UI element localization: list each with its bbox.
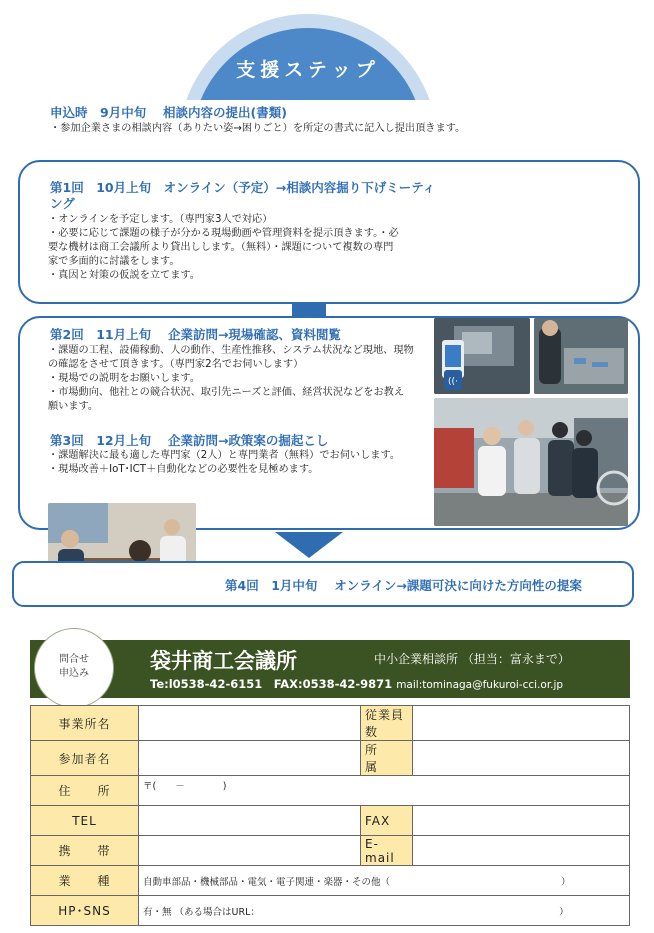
table-row — [31, 806, 630, 836]
step3-body — [48, 449, 400, 477]
fax-field[interactable] — [413, 806, 630, 836]
step0-title: 申込時 9月中旬 相談内容の提出(書類) — [50, 105, 287, 120]
step1-title-line2: ング — [50, 196, 75, 211]
label-hp-sns: HP･SNS — [31, 896, 139, 926]
step2-body — [48, 344, 414, 414]
label-fax: FAX — [361, 806, 413, 836]
table-row — [31, 836, 630, 866]
dept-name: 中小企業相談所 （担当：富永まで） — [374, 652, 570, 666]
page-title: 支援ステップ — [236, 59, 380, 81]
affiliation-field[interactable] — [413, 741, 630, 776]
badge-line2: 申込み — [59, 668, 89, 679]
step2-line: ・現場での説明をお願いします。 — [48, 373, 200, 384]
step1-line: ・オンラインを予定します。（専門家3人で対応） — [48, 214, 273, 225]
step0-body — [50, 122, 465, 136]
application-form — [30, 705, 630, 926]
inquiry-badge — [34, 628, 114, 708]
step3-line: ・課題解決に最も適した専門家（2人）と専門業者（無料）でお伺いします。 — [48, 450, 401, 461]
machine-photo — [434, 318, 530, 394]
table-row — [31, 741, 630, 776]
company-field[interactable] — [139, 706, 361, 741]
down-arrow-icon — [275, 532, 343, 558]
factory-photo — [434, 398, 628, 526]
contact-line — [150, 676, 563, 692]
participant-field[interactable] — [139, 741, 361, 776]
step1-body — [48, 213, 399, 283]
label-mobile: 携 帯 — [31, 836, 139, 866]
label-tel: TEL — [31, 806, 139, 836]
table-row — [31, 776, 630, 806]
label-email: E-mail — [361, 836, 413, 866]
mail-address[interactable]: mail:tominaga@fukuroi-cci.or.jp — [396, 679, 564, 691]
step1-title-line1: 第1回 10月上旬 オンライン（予定）→相談内容掘り下げミーティ — [50, 180, 436, 195]
step1-line: ・必要に応じて課題の様子が分かる現場動画や管理資料を提示頂きます。・必 — [48, 228, 399, 239]
svg-text:((·: ((· — [448, 377, 458, 387]
step4-title: 第4回 1月中旬 オンライン→課題可決に向けた方向性の提案 — [225, 578, 582, 593]
label-employees: 従業員数 — [361, 706, 413, 741]
tel-field[interactable] — [139, 806, 361, 836]
step3-line: ・現場改善＋IoT･ICT＋自動化などの必要性を見極めます。 — [48, 464, 319, 475]
step0-line: ・参加企業さまの相談内容（ありたい姿→困りごと）を所定の書式に記入し提出頂きます。 — [50, 123, 466, 134]
step2-line: ・課題の工程、設備稼動、人の動作、生産性推移、システム状況など現地、現物 — [48, 345, 414, 356]
label-company: 事業所名 — [31, 706, 139, 741]
tel-fax: Te:l0538-42-6151 FAX:0538-42-9871 — [150, 677, 393, 691]
table-row — [31, 706, 630, 741]
address-field[interactable]: 〒( － ) — [139, 776, 630, 806]
table-row — [31, 896, 630, 926]
hp-sns-field[interactable]: 有・無 （ある場合はURL： ） — [139, 896, 630, 926]
email-field[interactable] — [413, 836, 630, 866]
step2-line: ・市場動向、他社との競合状況、取引先ニーズと評価、経営状況などをお教え — [48, 387, 405, 398]
org-name: 袋井商工会議所 — [150, 649, 297, 673]
step2-title: 第2回 11月上旬 企業訪問→現場確認、資料閲覧 — [50, 327, 341, 342]
industry-field[interactable]: 自動車部品・機械部品・電気・電子関連・楽器・その他（ ） — [139, 866, 630, 896]
step3-title: 第3回 12月上旬 企業訪問→政策案の掘起こし — [50, 433, 329, 448]
mobile-field[interactable] — [139, 836, 361, 866]
step1-title — [50, 180, 435, 212]
table-row — [31, 866, 630, 896]
step1-line: 要な機材は商工会議所より貸出しします。（無料）・課題について複数の専門 — [48, 242, 394, 253]
step1-line: ・真因と対策の仮説を立てます。 — [48, 270, 200, 281]
workshop-photo — [534, 318, 628, 394]
label-industry: 業 種 — [31, 866, 139, 896]
step2-line: 願います。 — [48, 401, 99, 412]
machine-photo-art — [434, 318, 530, 394]
step1-line: 家で多面的に討議をします。 — [48, 256, 180, 267]
badge-line1: 問合せ — [59, 654, 89, 665]
label-address: 住 所 — [31, 776, 139, 806]
step2-line: の確認をさせて頂きます。（専門家2名でお伺いします） — [48, 359, 304, 370]
label-participant: 参加者名 — [31, 741, 139, 776]
workshop-photo-art — [534, 318, 628, 394]
employees-field[interactable] — [413, 706, 630, 741]
label-affiliation: 所 属 — [361, 741, 413, 776]
factory-photo-art — [434, 398, 628, 526]
step-connector — [292, 303, 326, 317]
